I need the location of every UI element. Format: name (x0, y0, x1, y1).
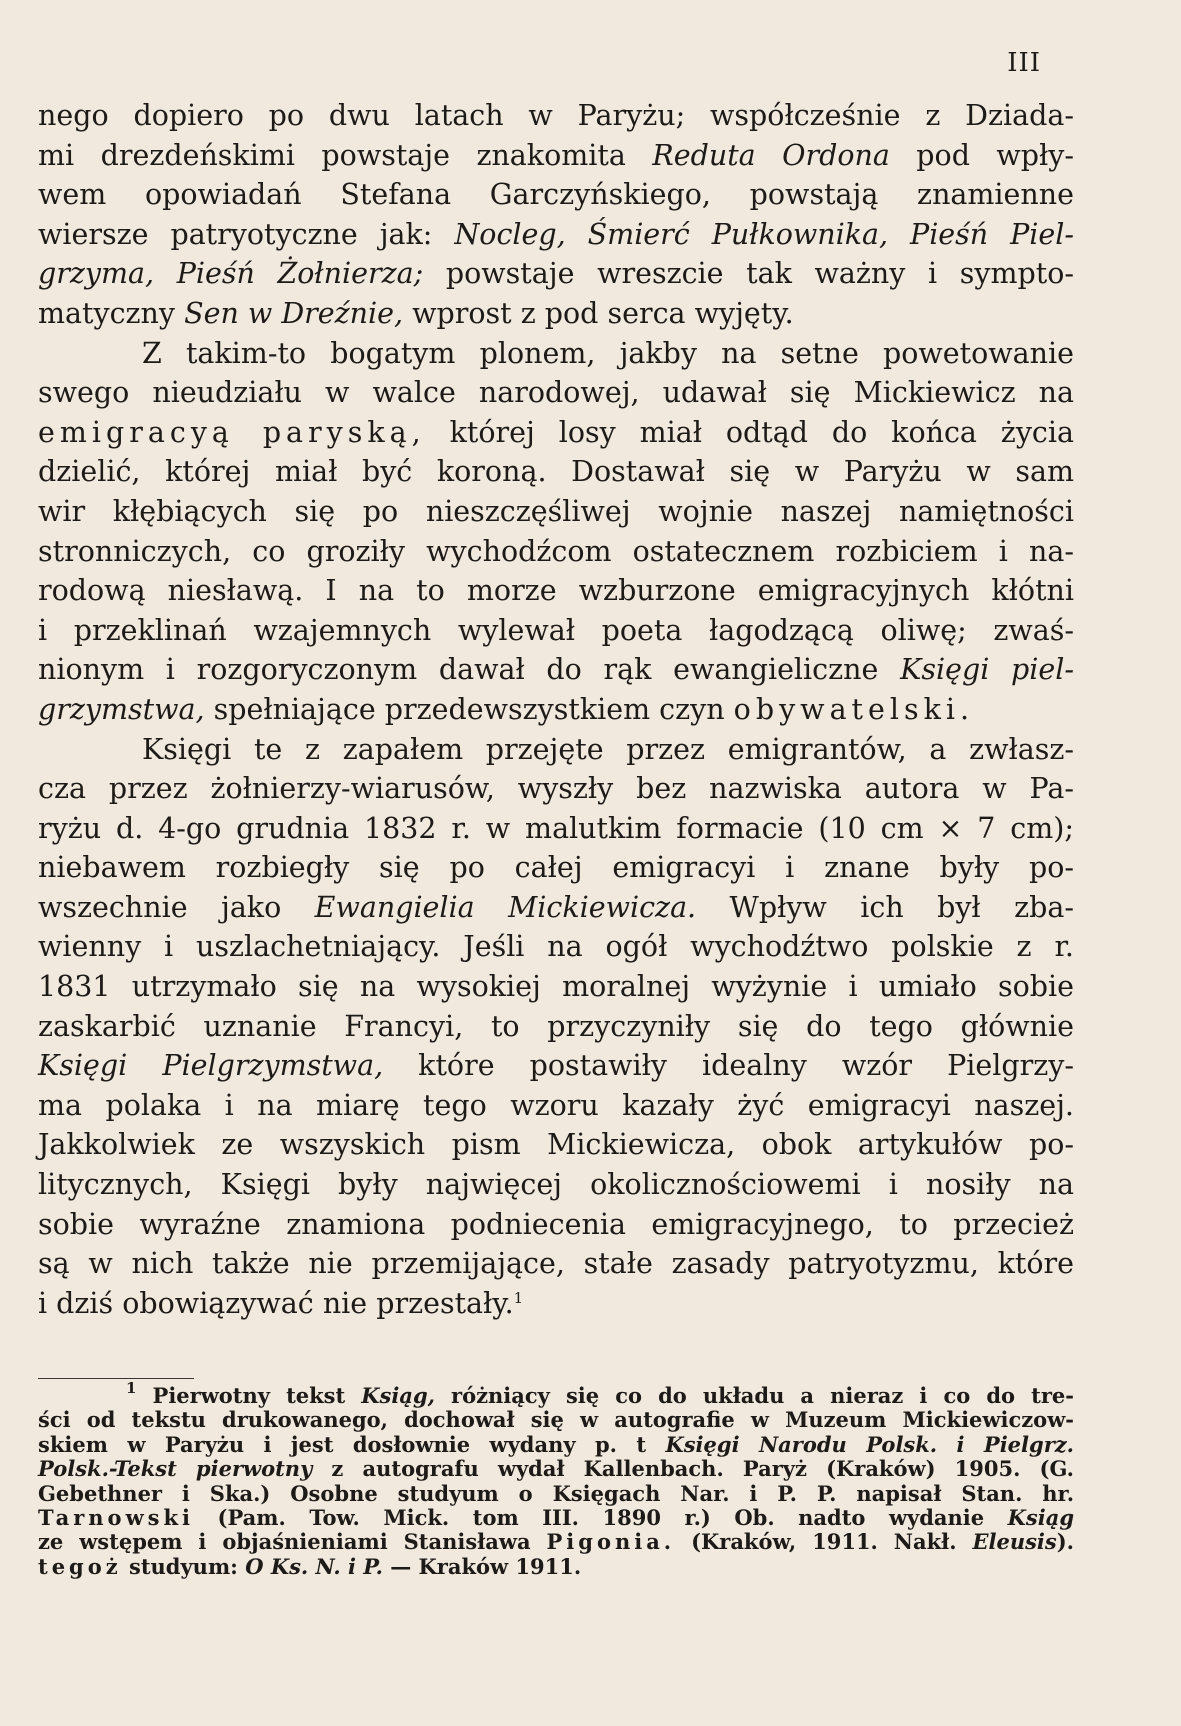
text-run: i przeklinań wzajemnych wylewał poeta łagodzącą oliwę; zwaś- (38, 613, 1074, 647)
text-run: pod wpły- (889, 138, 1075, 172)
body-text (38, 96, 1074, 1323)
spaced-text: emigracyą paryską, (38, 415, 426, 449)
text-line (38, 373, 1074, 413)
text-line (38, 611, 1074, 651)
text-run: które postawiły idealny wzór Pielgrzy- (383, 1049, 1074, 1083)
text-run: ze wstępem i objaśnieniami Stanisława (38, 1529, 547, 1555)
text-run: Z takim-to bogatym plonem, jakby na setne powetowanie (142, 336, 1074, 370)
text-line (38, 650, 1074, 690)
text-line (38, 809, 1074, 849)
text-run: Jakkolwiek ze wszyskich pism Mickiewicza, obok artykułów po- (38, 1128, 1074, 1162)
text-run: niebawem rozbiegły się po całej emigracyi i znane były po- (38, 851, 1074, 885)
text-run: wprost z pod serca wyjęty. (403, 296, 794, 330)
text-run: nionym i rozgoryczonym dawał do rąk ewangieliczne (38, 653, 901, 687)
italic-text: Ksiąg (1007, 1504, 1074, 1530)
text-line (38, 334, 1074, 374)
italic-text: grzyma, Pieśń Żołnierza; (38, 257, 424, 291)
text-run: powstaje wreszcie tak ważny i sympto- (423, 257, 1074, 291)
footnote-rule (38, 1378, 194, 1379)
text-line (38, 452, 1074, 492)
text-run: są w nich także nie przemijające, stałe zasady patryotyzmu, które (38, 1247, 1074, 1281)
text-run: rodową niesławą. I na to morze wzburzone emigracyjnych kłótni (38, 574, 1074, 608)
text-line (38, 254, 1074, 294)
text-line (38, 848, 1074, 888)
italic-text: Księgi Narodu Polsk. i Pielgrz. (665, 1431, 1074, 1457)
text-run: ma polaka i na miarę tego wzoru kazały żyć emigracyi naszej. (38, 1088, 1074, 1122)
text-line (38, 888, 1074, 928)
text-run: wir kłębiących się po nieszczęśliwej wojnie naszej namiętności (38, 494, 1074, 528)
spaced-text: Pigonia. (546, 1529, 676, 1555)
text-line (38, 927, 1074, 967)
text-run: wienny i uszlachetniający. Jeśli na ogół wychodźtwo polskie z r. (38, 930, 1074, 964)
text-run: wszechnie jako (38, 890, 315, 924)
text-line (38, 1046, 1074, 1086)
text-line (38, 730, 1074, 770)
text-line (38, 136, 1074, 176)
spaced-text: Tarnowski (38, 1504, 194, 1530)
text-run: mi drezdeńskimi powstaje znakomita (38, 138, 653, 172)
text-run: spełniające przedewszystkiem czyn (204, 692, 734, 726)
footnotes (38, 1379, 1074, 1579)
text-run: ). (1056, 1529, 1074, 1555)
text-run: zaskarbić uznanie Francyi, to przyczyniły się do tego głównie (38, 1009, 1074, 1043)
italic-text: Reduta Ordona (652, 138, 890, 172)
footnote-marker: 1 (126, 1379, 137, 1397)
footnote-line (38, 1408, 1074, 1432)
text-line (38, 967, 1074, 1007)
text-run: Księgi te z zapałem przejęte przez emigrantów, a zwłasz- (142, 732, 1074, 766)
text-run: dzielić, której miał być koroną. Dostawał się w Paryżu w sam (38, 455, 1074, 489)
text-run: (Kraków, 1911. Nakł. (675, 1529, 973, 1555)
text-line (38, 1205, 1074, 1245)
italic-text: grzymstwa, (38, 692, 205, 726)
text-line (38, 1007, 1074, 1047)
text-run: sobie wyraźne znamiona podniecenia emigracyjnego, to przecież (38, 1207, 1074, 1241)
text-run: 1831 utrzymało się na wysokiej moralnej wyżynie i umiało sobie (38, 970, 1074, 1004)
spaced-text: obywatelski. (733, 692, 975, 726)
text-line (38, 215, 1074, 255)
text-run: różniący się co do układu a nieraz i co do tre- (434, 1383, 1074, 1408)
text-line (38, 175, 1074, 215)
text-line (38, 492, 1074, 532)
text-run: wiersze patryotyczne jak: (38, 217, 455, 251)
text-run: swego nieudziału w walce narodowej, udawał się Mickiewicz na (38, 376, 1074, 410)
italic-text: Księgi Pielgrzymstwa, (38, 1049, 384, 1083)
text-line (38, 690, 1074, 730)
text-run: której losy miał odtąd do końca życia (425, 415, 1074, 449)
page-number: III (1007, 48, 1041, 78)
italic-text: Księgi piel- (900, 653, 1074, 687)
text-run: — Kraków 1911. (382, 1553, 582, 1579)
italic-text: Ksiąg, (361, 1383, 435, 1408)
italic-text: O Ks. N. i P. (245, 1553, 383, 1579)
text-line (38, 1244, 1074, 1284)
footnote-line (38, 1530, 1074, 1554)
text-run: Gebethner i Ska.) Osobne studyum o Księgach Nar. i P. P. napisał Stan. hr. (38, 1480, 1074, 1506)
text-line (38, 571, 1074, 611)
italic-text: Eleusis (972, 1529, 1057, 1555)
footnote-line (38, 1457, 1074, 1481)
text-line (38, 413, 1074, 453)
text-run: wem opowiadań Stefana Garczyńskiego, powstają znamienne (38, 178, 1074, 212)
text-run: Pierwotny tekst (136, 1383, 362, 1408)
text-line (38, 532, 1074, 572)
footnote-line (38, 1555, 1074, 1579)
text-run: i dziś obowiązywać nie przestały. (38, 1286, 514, 1320)
spaced-text: tegoż (38, 1553, 122, 1579)
text-run: ryżu d. 4-go grudnia 1832 r. w malutkim formacie (10 cm × 7 cm); (38, 811, 1074, 845)
text-run: nego dopiero po dwu latach w Paryżu; współcześnie z Dziada- (38, 99, 1074, 132)
footnote-line (38, 1506, 1074, 1530)
text-run: skiem w Paryżu i jest dosłownie wydany p. t (38, 1431, 666, 1457)
text-run: Wpływ ich był zba- (696, 890, 1074, 924)
footnote-line (38, 1379, 1074, 1408)
italic-text: Polsk.-Tekst pierwotny (38, 1456, 313, 1482)
text-run: z autografu wydał Kallenbach. Paryż (Kraków) 1905. (G. (312, 1456, 1074, 1482)
text-run: matyczny (38, 296, 185, 330)
footnote-line (38, 1433, 1074, 1457)
italic-text: Sen w Dreźnie, (184, 296, 404, 330)
text-run: cza przez żołnierzy-wiarusów, wyszły bez nazwiska autora w Pa- (38, 772, 1074, 806)
text-line (38, 1165, 1074, 1205)
text-run: litycznych, Księgi były najwięcej okolicznościowemi i nosiły na (38, 1168, 1074, 1202)
italic-text: Nocleg, Śmierć Pułkownika, Pieśń Piel- (454, 217, 1074, 251)
text-run: (Pam. Tow. Mick. tom III. 1890 r.) Ob. nadto wydanie (194, 1504, 1008, 1530)
italic-text: Ewangielia Mickiewicza. (314, 890, 697, 924)
text-line (38, 294, 1074, 334)
text-line (38, 769, 1074, 809)
text-run: ści od tekstu drukowanego, dochował się w autografie w Muzeum Mickiewiczow- (38, 1407, 1074, 1433)
text-line (38, 1125, 1074, 1165)
text-run: studyum: (121, 1553, 246, 1579)
text-line (38, 96, 1074, 136)
text-run: stronniczych, co groziły wychodźcom ostatecznem rozbiciem i na- (38, 534, 1074, 568)
footnote-marker: 1 (513, 1288, 524, 1307)
footnote-line (38, 1482, 1074, 1506)
text-line (38, 1284, 1074, 1324)
text-line (38, 1086, 1074, 1126)
